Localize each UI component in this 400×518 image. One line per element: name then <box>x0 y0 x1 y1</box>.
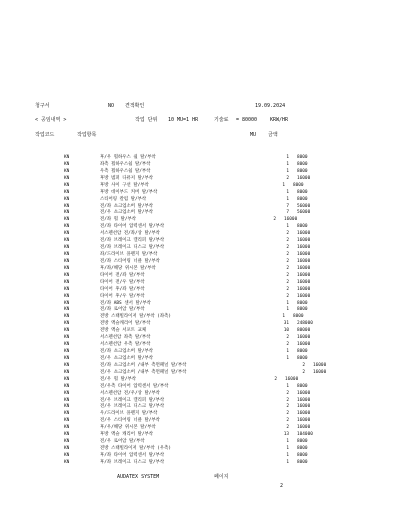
row-code: KN <box>64 155 70 160</box>
table-row <box>0 342 400 348</box>
table-row <box>0 231 400 237</box>
row-amount: 8000 <box>297 155 308 160</box>
row-code: KN <box>64 411 70 417</box>
row-amount: 8000 <box>293 314 304 320</box>
row-mu: 2 <box>286 245 289 251</box>
row-code: KN <box>64 252 70 258</box>
table-row <box>0 238 400 244</box>
table-row <box>0 217 400 223</box>
row-description: 전/우 브레이크 디스크 탈/부착 <box>100 404 165 410</box>
row-mu: 2 <box>302 369 305 375</box>
row-description: 전/좌 타이어 압력센서 탈/부착 <box>100 224 165 230</box>
row-mu: 1 <box>286 383 289 389</box>
row-mu: 2 <box>286 293 289 299</box>
table-row <box>0 162 400 168</box>
row-code: KN <box>64 404 70 410</box>
table-row <box>0 210 400 216</box>
row-amount: 8000 <box>297 189 308 195</box>
row-amount: 16000 <box>297 397 311 403</box>
row-code: KN <box>64 265 70 271</box>
row-description: 후/우/해당 위시본 탈/부착 <box>100 425 156 431</box>
row-amount: 16000 <box>297 342 311 348</box>
row-description: 전/좌 쇼크업소버 탈/부착 <box>100 203 153 209</box>
row-amount: 8000 <box>297 161 308 167</box>
row-amount: 8000 <box>297 300 308 306</box>
table-row <box>0 259 400 265</box>
row-mu: 2 <box>286 404 289 410</box>
row-amount: 16000 <box>284 217 298 223</box>
row-description: 서스펜션암 우측 탈/부착 <box>100 342 151 348</box>
row-mu: 2 <box>286 411 289 417</box>
row-code: KN <box>64 231 70 237</box>
row-code: KN <box>64 217 70 223</box>
table-row <box>0 453 400 459</box>
row-description: 전/좌 휠 탈/부착 <box>100 217 137 223</box>
row-amount: 16000 <box>297 335 311 341</box>
row-mu: 1 <box>286 349 289 355</box>
row-mu: 2 <box>286 397 289 403</box>
row-description: 전/우 로어암 탈/부착 <box>100 439 145 445</box>
table-row <box>0 273 400 279</box>
table-row <box>0 349 400 355</box>
row-description: 전방 액슬캐리어 탈/부착 <box>100 321 151 327</box>
row-code: KN <box>64 452 70 458</box>
row-mu: 1 <box>286 307 289 313</box>
row-description: 타이어 전/좌 탈/부착 <box>100 272 145 278</box>
row-code: KN <box>64 349 70 355</box>
row-code: KN <box>64 307 70 313</box>
row-code: KN <box>64 390 70 396</box>
row-mu: 1 <box>286 168 289 174</box>
row-amount: 16000 <box>297 231 311 237</box>
row-amount: 8000 <box>297 452 308 458</box>
row-amount: 8000 <box>297 439 308 445</box>
row-amount: 8000 <box>297 355 308 361</box>
row-mu: 2 <box>286 272 289 278</box>
row-mu: 7 <box>286 210 289 216</box>
row-mu: 1 <box>282 182 285 188</box>
row-code: KN <box>64 210 70 216</box>
row-mu: 2 <box>286 418 289 424</box>
row-mu: 1 <box>286 452 289 458</box>
row-code: KN <box>64 238 70 244</box>
row-description: 서스펜션암 전/좌/상 탈/부착 <box>100 231 160 237</box>
row-description: 전/좌 쇼크업소버 /내부 측면패널 탈/부착 <box>100 362 187 368</box>
row-mu: 1 <box>286 196 289 202</box>
row-mu: 2 <box>286 175 289 181</box>
row-amount: 16000 <box>297 425 311 431</box>
row-amount: 16000 <box>297 411 311 417</box>
row-code: KN <box>64 224 70 230</box>
row-mu: 2 <box>286 390 289 396</box>
labor-rate-unit: KRW/HR <box>270 117 289 123</box>
row-description: 전/좌 스티어링 너클 탈/부착 <box>100 258 160 264</box>
row-code: KN <box>64 203 70 209</box>
table-row <box>0 460 400 466</box>
table-row <box>0 356 400 362</box>
row-amount: 16000 <box>297 265 311 271</box>
row-description: 전/좌 로어암 탈/부착 <box>100 307 145 313</box>
column-header-mu: MU <box>250 132 257 138</box>
table-row <box>0 280 400 286</box>
row-mu: 2 <box>286 265 289 271</box>
labor-rate-label: 기술료 <box>214 117 229 123</box>
row-mu: 2 <box>286 238 289 244</box>
table-row <box>0 301 400 307</box>
table-row <box>0 287 400 293</box>
table-row <box>0 398 400 404</box>
row-code: KN <box>64 245 70 251</box>
table-row <box>0 190 400 196</box>
row-amount: 8000 <box>297 168 308 174</box>
row-amount: 16000 <box>285 376 299 382</box>
row-description: 후/좌 브레이크 디스크 탈/부착 <box>100 459 165 465</box>
column-header-code: 작업코드 <box>35 132 55 138</box>
row-code: KN <box>64 189 70 195</box>
row-code: KN <box>64 335 70 341</box>
row-mu: 2 <box>274 376 277 382</box>
row-mu: 2 <box>286 286 289 292</box>
table-row <box>0 155 400 161</box>
row-amount: 8000 <box>297 446 308 452</box>
row-code: KN <box>64 425 70 431</box>
row-amount: 16000 <box>297 286 311 292</box>
row-code: KN <box>64 432 70 438</box>
table-row <box>0 224 400 230</box>
row-description: 전/좌 브레이크 디스크 탈/부착 <box>100 245 165 251</box>
row-description: 타이어 후/좌 탈/부착 <box>100 286 145 292</box>
row-mu: 2 <box>286 252 289 258</box>
table-row <box>0 197 400 203</box>
row-mu: 1 <box>286 300 289 306</box>
table-row <box>0 245 400 251</box>
row-amount: 16000 <box>297 272 311 278</box>
row-mu: 1 <box>282 314 285 320</box>
table-row <box>0 169 400 175</box>
row-amount: 16000 <box>297 418 311 424</box>
row-description: 후/우 휠하우스 쉴 탈/부착 <box>100 155 156 160</box>
row-code: KN <box>64 286 70 292</box>
row-code: KN <box>64 168 70 174</box>
row-description: 좌측 휠하우스쉴 탈/부착 <box>100 161 151 167</box>
row-description: 전방 스태빌라이저 탈/부착 (좌측) <box>100 314 171 320</box>
column-header-item: 작업항목 <box>77 132 97 138</box>
row-mu: 1 <box>286 439 289 445</box>
table-row <box>0 439 400 445</box>
row-amount: 16000 <box>313 369 327 375</box>
row-description: 후/좌 타이어 압력센서 탈/부착 <box>100 452 165 458</box>
table-row <box>0 363 400 369</box>
row-mu: 2 <box>286 342 289 348</box>
document-number-label: NO <box>108 103 115 109</box>
row-code: KN <box>64 196 70 202</box>
column-header-amount: 금액 <box>268 132 278 138</box>
row-mu: 2 <box>273 217 276 223</box>
row-code: KN <box>64 314 70 320</box>
row-amount: 16000 <box>297 175 311 181</box>
row-code: KN <box>64 418 70 424</box>
row-code: KN <box>64 383 70 389</box>
row-description: 전/우측 타이어 압력센서 탈/부착 <box>100 383 169 389</box>
row-description: 후방 사이 구션 탈/부착 <box>100 182 149 188</box>
table-row <box>0 370 400 376</box>
row-amount: 16000 <box>297 238 311 244</box>
row-mu: 1 <box>286 459 289 465</box>
row-amount: 8000 <box>297 349 308 355</box>
row-mu: 1 <box>286 355 289 361</box>
row-mu: 1 <box>286 155 289 160</box>
row-description: 서스펜션암 좌측 탈/부착 <box>100 335 151 341</box>
row-description: 우측 휠하우스쉴 탈/부착 <box>100 168 151 174</box>
row-mu: 1 <box>286 224 289 230</box>
row-description: 서스펜션암 전/우/상 탈/부착 <box>100 390 160 396</box>
table-row <box>0 328 400 334</box>
row-code: KN <box>64 161 70 167</box>
footer-page-label: 페이지 <box>214 474 229 480</box>
table-row <box>0 335 400 341</box>
row-amount: 16000 <box>297 258 311 264</box>
row-description: 전방 액슬 서포트 교체 <box>100 328 147 334</box>
table-row <box>0 294 400 300</box>
row-amount: 8000 <box>297 459 308 465</box>
row-description: 전/우 쇼크업소버 탈/부착 <box>100 210 153 216</box>
row-description: 전/좌 ABS 센서 탈/부착 <box>100 300 151 306</box>
table-row <box>0 377 400 383</box>
row-amount: 8000 <box>297 224 308 230</box>
row-amount: 16000 <box>297 404 311 410</box>
row-amount: 8000 <box>293 182 304 188</box>
table-row <box>0 321 400 327</box>
row-mu: 2 <box>302 362 305 368</box>
row-mu: 2 <box>286 279 289 285</box>
row-code: KN <box>64 459 70 465</box>
row-amount: 248000 <box>297 321 313 327</box>
row-mu: 7 <box>286 203 289 209</box>
row-amount: 8000 <box>297 307 308 313</box>
row-description: 전/좌 쇼크업소버 탈/부착 <box>100 349 153 355</box>
row-mu: 2 <box>286 231 289 237</box>
table-row <box>0 183 400 189</box>
row-code: KN <box>64 446 70 452</box>
row-description: 후방 데이부드 커버 탈/부착 <box>100 189 158 195</box>
row-code: KN <box>64 362 70 368</box>
row-description: 전/우 브레이크 캘리퍼 탈/부착 <box>100 397 165 403</box>
row-description: 타이어 전/우 탈/부착 <box>100 279 145 285</box>
table-row <box>0 432 400 438</box>
row-description: 전/좌 브레이크 캘리퍼 탈/부착 <box>100 238 165 244</box>
row-description: 전/우 스티어링 너클 탈/부착 <box>100 418 160 424</box>
row-description: 타이어 후/우 탈/부착 <box>100 293 145 299</box>
row-code: KN <box>64 328 70 334</box>
row-mu: 10 <box>283 328 289 334</box>
row-description: 후/좌/해당 위시본 탈/부착 <box>100 265 156 271</box>
row-code: KN <box>64 369 70 375</box>
row-description: 후방 범퍼 디퓨저 탈/부착 <box>100 175 153 181</box>
table-row <box>0 411 400 417</box>
table-row <box>0 384 400 390</box>
row-amount: 16000 <box>297 390 311 396</box>
work-unit-label: 작업 단위 <box>135 117 158 123</box>
row-mu: 2 <box>286 258 289 264</box>
row-description: 전/우 쇼크업소버 /내부 측면패널 탈/부착 <box>100 369 187 375</box>
row-amount: 56000 <box>297 203 311 209</box>
row-amount: 16000 <box>297 245 311 251</box>
row-mu: 13 <box>283 432 289 438</box>
row-code: KN <box>64 272 70 278</box>
row-amount: 8000 <box>297 196 308 202</box>
row-description: 전/우 휠 탈/부착 <box>100 376 137 382</box>
labor-section-label: < 공임내역 > <box>35 117 67 123</box>
document-date: 19.09.2024 <box>255 103 286 109</box>
row-description: 후방 액슬 캐리어 탈/부착 <box>100 432 153 438</box>
row-amount: 80000 <box>297 328 311 334</box>
row-description: 우/드라이브 플렌지 탈/부착 <box>100 411 158 417</box>
row-code: KN <box>64 182 70 188</box>
table-row <box>0 418 400 424</box>
row-amount: 16000 <box>297 279 311 285</box>
work-unit-value: 10 MU=1 HR <box>168 117 199 123</box>
footer-page-number: 2 <box>280 483 284 489</box>
row-code: KN <box>64 321 70 327</box>
row-mu: 31 <box>283 321 289 327</box>
row-code: KN <box>64 293 70 299</box>
row-code: KN <box>64 258 70 264</box>
table-row <box>0 446 400 452</box>
row-mu: 1 <box>286 189 289 195</box>
table-row <box>0 391 400 397</box>
row-mu: 1 <box>286 446 289 452</box>
row-code: KN <box>64 439 70 445</box>
row-code: KN <box>64 397 70 403</box>
row-amount: 104000 <box>297 432 313 438</box>
row-code: KN <box>64 279 70 285</box>
row-code: KN <box>64 175 70 181</box>
row-amount: 56000 <box>297 210 311 216</box>
table-row <box>0 404 400 410</box>
table-row <box>0 266 400 272</box>
row-code: KN <box>64 342 70 348</box>
row-mu: 2 <box>286 335 289 341</box>
row-code: KN <box>64 376 70 382</box>
row-code: KN <box>64 355 70 361</box>
labor-rate-value: = 80000 <box>236 117 258 123</box>
table-row <box>0 307 400 313</box>
row-code: KN <box>64 300 70 306</box>
table-row <box>0 176 400 182</box>
row-amount: 16000 <box>297 293 311 299</box>
row-description: 좌/드라이브 플렌지 탈/부착 <box>100 252 158 258</box>
row-amount: 16000 <box>313 362 327 368</box>
row-mu: 2 <box>286 425 289 431</box>
table-row <box>0 204 400 210</box>
table-row <box>0 252 400 258</box>
table-row <box>0 425 400 431</box>
footer-system-name: AUDATEX SYSTEM <box>117 474 160 480</box>
row-amount: 16000 <box>297 252 311 258</box>
row-description: 전/우 쇼크업소버 탈/부착 <box>100 355 153 361</box>
document-label: 청구서 <box>35 103 50 109</box>
row-amount: 8000 <box>297 383 308 389</box>
row-description: 전방 스태빌라이저 탈/부착 (우측) <box>100 446 171 452</box>
table-row <box>0 314 400 320</box>
row-mu: 1 <box>286 161 289 167</box>
document-title: 견적확인 <box>125 103 145 109</box>
row-description: 스티어링 칼럼 탈/부착 <box>100 196 147 202</box>
